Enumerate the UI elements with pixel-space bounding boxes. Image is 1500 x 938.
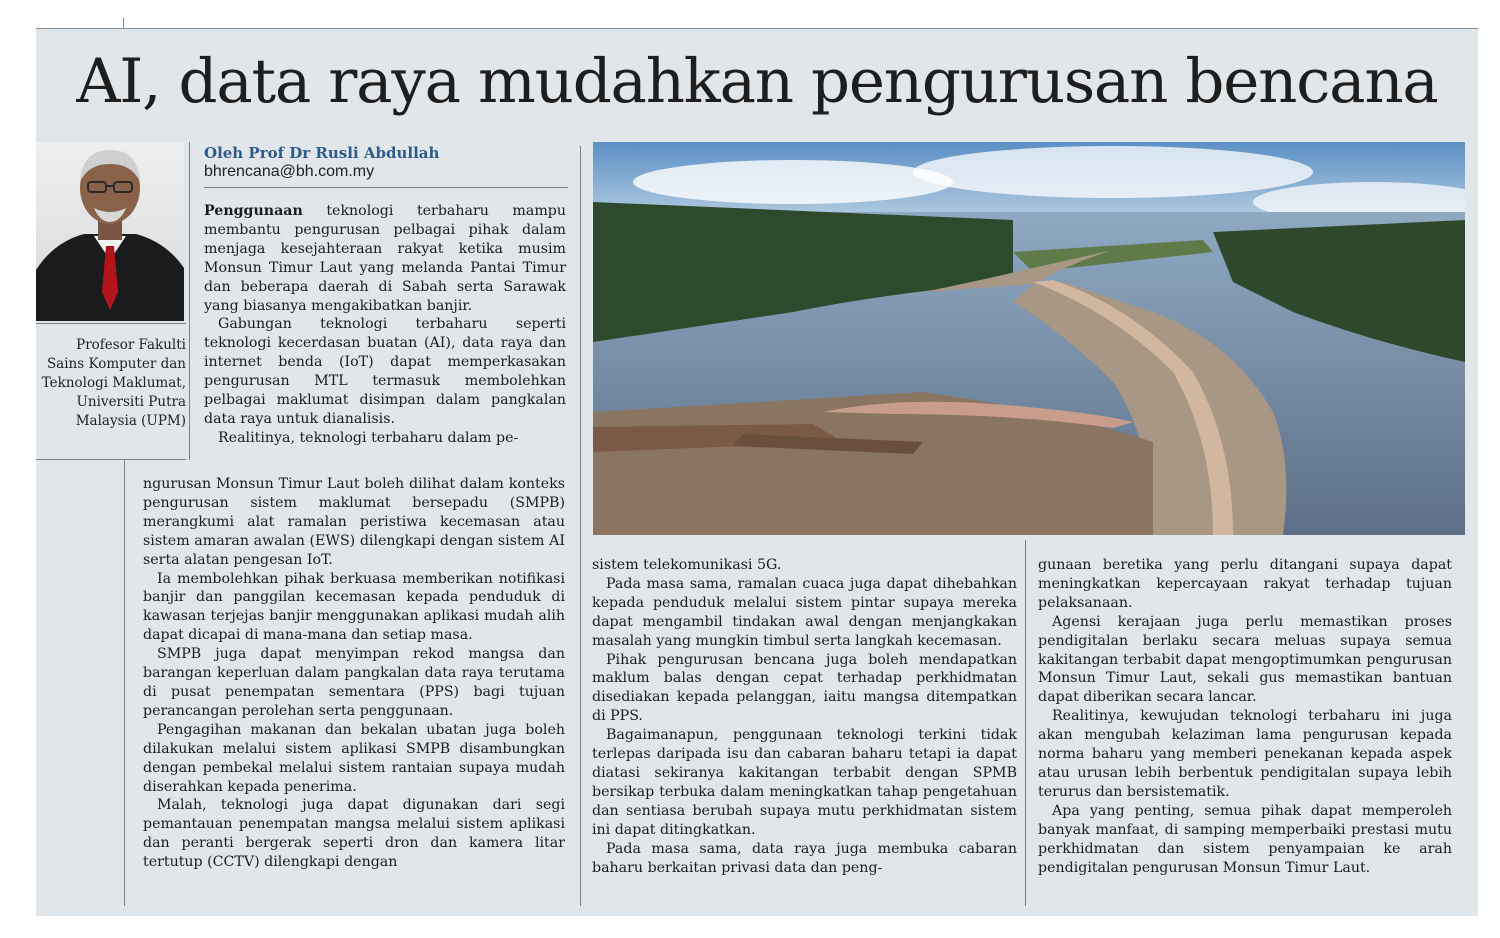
paragraph: Pihak pengurusan bencana juga boleh mendapatkan maklum balas dengan cepat terhadap perkhidmatan disediakan kepada pelanggan, iaitu mangsa ditempatkan di PPS. — [592, 651, 1017, 725]
article-column-3 — [1038, 556, 1452, 877]
lead-word: Penggunaan — [204, 203, 303, 219]
flood-embankment-photo — [593, 142, 1465, 535]
article-column-2 — [592, 556, 1017, 877]
author-photo — [36, 142, 184, 321]
paragraph: Bagaimanapun, penggunaan teknologi terkini tidak terlepas daripada isu dan cabaran baharu tetapi ia dapat diatasi sekiranya kakitangan terbabit dengan SPMB bersikap terbuka dalam meningkatkan tahap pengetahuan dan sentiasa berubah supaya mutu perkhidmatan sistem ini dapat ditingkatkan. — [592, 727, 1017, 838]
paragraph: Gabungan teknologi terbaharu seperti teknologi kecerdasan buatan (AI), data raya dan internet benda (IoT) dapat memperkasakan pengurusan MTL termasuk membolehkan pelbagai maklumat disimpan dalam pangkalan data raya untuk dianalisis. — [204, 316, 566, 427]
caption-bottom-rule — [36, 459, 186, 460]
author-caption: Profesor Fakulti Sains Komputer dan Teknologi Maklumat, Universiti Putra Malaysia (UPM) — [41, 337, 186, 429]
paragraph: ngurusan Monsun Timur Laut boleh dilihat dalam konteks pengurusan sistem maklumat bersepadu (SMPB) merangkumi alat ramalan peristiwa kecemasan atau sistem amaran awalan (EWS) dilengkapi dengan sistem AI serta alatan pengesan IoT. — [143, 476, 565, 568]
paragraph: SMPB juga dapat menyimpan rekod mangsa dan barangan keperluan dalam pangkalan data raya terutama di pusat penempatan sementara (PPS) bagi tujuan perancangan perolehan serta penggunaan. — [143, 646, 565, 719]
paragraph: Apa yang penting, semua pihak dapat memperoleh banyak manfaat, di samping memperbaiki prestasi mutu perkhidmatan dan sistem penyampaian ke arah pendigitalan pengurusan Monsun Timur Laut. — [1038, 802, 1452, 876]
caption-top-rule — [36, 323, 186, 324]
column-rule-2 — [1025, 540, 1026, 906]
paragraph: Ia membolehkan pihak berkuasa memberikan notifikasi banjir dan panggilan kecemasan kepada penduduk di kawasan terjejas banjir menggunakan aplikasi mudah alih dapat dicapai di mana-mana dan setiap masa. — [143, 570, 565, 644]
byline-rule — [204, 187, 568, 188]
byline: Oleh Prof Dr Rusli Abdullah — [204, 144, 440, 162]
article-column-1-lower — [143, 475, 565, 872]
paragraph: Pada masa sama, ramalan cuaca juga dapat dihebahkan kepada penduduk melalui sistem pintar supaya mereka dapat mengambil tindakan awal dengan menjangkakan masalah yang mungkin timbul serta langkah kecemasan. — [592, 575, 1017, 649]
paragraph: gunaan beretika yang perlu ditangani supaya dapat meningkatkan kepercayaan rakyat terhadap tujuan pelaksanaan. — [1038, 557, 1452, 611]
left-margin-rule — [124, 460, 125, 906]
headline: AI, data raya mudahkan pengurusan bencana — [76, 46, 1438, 117]
author-email[interactable]: bhrencana@bh.com.my — [204, 163, 375, 180]
paragraph: Realitinya, teknologi terbaharu dalam pe- — [218, 429, 519, 446]
top-rule — [36, 28, 1478, 29]
column-rule-1 — [580, 146, 581, 906]
crop-mark — [123, 18, 124, 28]
paragraph: sistem telekomunikasi 5G. — [592, 557, 782, 573]
paragraph: teknologi terbaharu mampu membantu pengurusan pelbagai pihak dalam menjaga kesejahteraan rakyat ketika musim Monsun Timur Laut yang melanda Pantai Timur dan beberapa daerah di Sabah serta Sarawak yang biasanya mengakibatkan banjir. — [204, 203, 566, 314]
paragraph: Agensi kerajaan juga perlu memastikan proses pendigitalan berlaku secara meluas supaya semua kakitangan terbabit dapat mengoptimumkan pengurusan Monsun Timur Laut, sekali gus memastikan bantuan dapat diberikan secara lancar. — [1038, 613, 1452, 706]
paragraph: Pada masa sama, data raya juga membuka cabaran baharu berkaitan privasi data dan peng- — [592, 840, 1017, 876]
article-column-1-upper — [204, 202, 566, 448]
paragraph: Malah, teknologi juga dapat digunakan dari segi pemantauan penempatan mangsa melalui sistem aplikasi dan peranti bergerak seperti dron dan kamera litar tertutup (CCTV) dilengkapi dengan — [143, 797, 565, 871]
paragraph: Realitinya, kewujudan teknologi terbaharu ini juga akan mengubah kelaziman lama pengurusan kepada norma baharu yang memberi penekanan kepada aspek atau urusan lebih berbentuk pendigitalan supaya lebih terurus dan bersistematik. — [1038, 708, 1452, 800]
caption-column-rule — [189, 142, 190, 460]
paragraph: Pengagihan makanan dan bekalan ubatan juga boleh dilakukan melalui sistem aplikasi SMPB disambungkan dengan pembekal melalui sistem rantaian supaya mudah diserahkan kepada penerima. — [143, 721, 565, 795]
